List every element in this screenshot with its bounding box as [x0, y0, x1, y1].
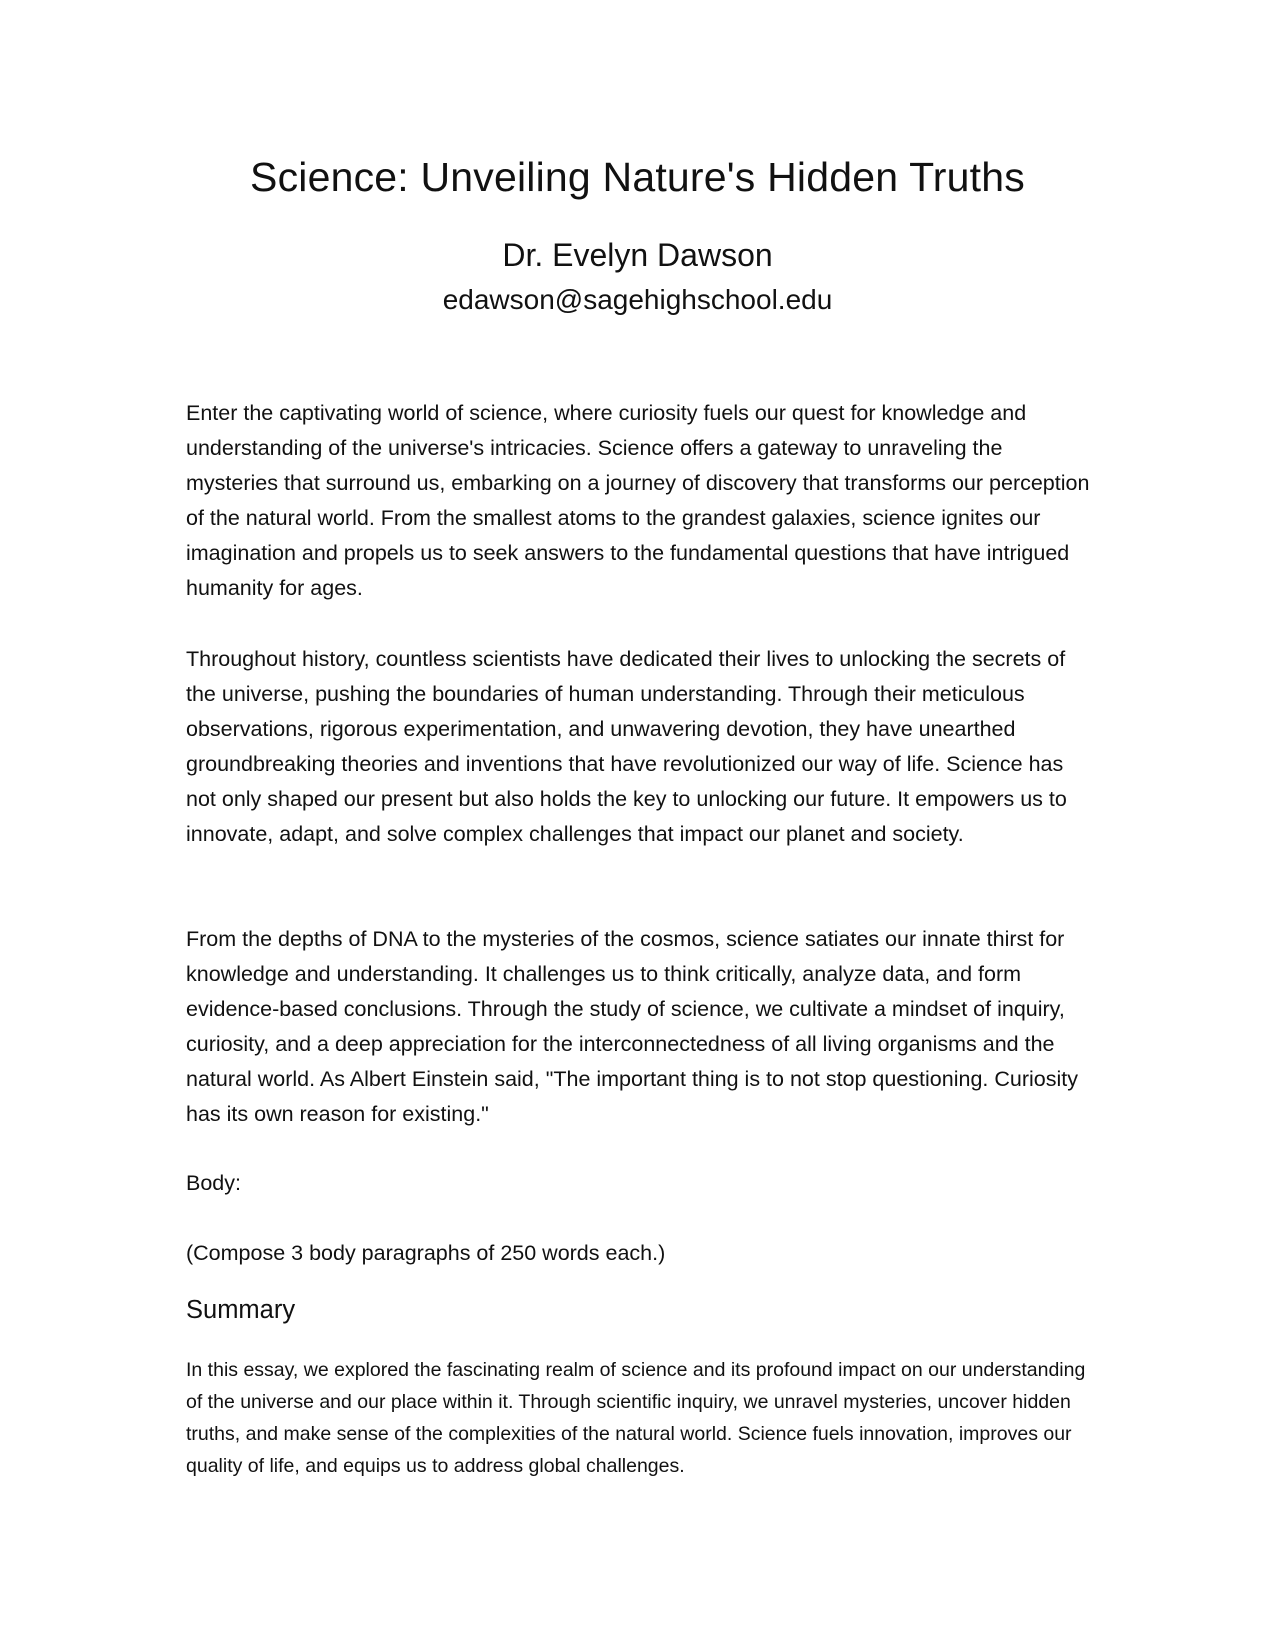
summary-paragraph: In this essay, we explored the fascinating realm of science and its profound impact on our understanding of the universe and our place within it. Through scientific inquiry, we unravel mysteries, uncover hidden truths, and make sense of the complexities of the natural world. Science fuels innovation, improves our quality of life, and equips us to address global challenges.: [186, 1359, 1086, 1477]
body-placeholder: (Compose 3 body paragraphs of 250 words each.): [186, 1241, 666, 1265]
author-name: Dr. Evelyn Dawson: [502, 237, 773, 273]
body-label: Body:: [186, 1171, 241, 1195]
intro-paragraph-1: Enter the captivating world of science, where curiosity fuels our quest for knowledge and understanding of the universe's intricacies. Science offers a gateway to unraveling the mysteries that surround us, embarking on a journey of discovery that transforms our perception of the natural world. From the smallest atoms to the grandest galaxies, science ignites our imagination and propels us to seek answers to the fundamental questions that have intrigued humanity for ages.: [186, 401, 1090, 600]
intro-paragraph-2: Throughout history, countless scientists have dedicated their lives to unlocking the secrets of the universe, pushing the boundaries of human understanding. Through their meticulous observations, rigorous experimentation, and unwavering devotion, they have unearthed groundbreaking theories and inventions that have revolutionized our way of life. Science has not only shaped our present but also holds the key to unlocking our future. It empowers us to innovate, adapt, and solve complex challenges that impact our planet and society.: [186, 647, 1067, 846]
summary-heading: Summary: [186, 1296, 296, 1324]
intro-paragraph-3: From the depths of DNA to the mysteries of the cosmos, science satiates our innate thirst for knowledge and understanding. It challenges us to think critically, analyze data, and form evidence-based conclusions. Through the study of science, we cultivate a mindset of inquiry, curiosity, and a deep appreciation for the interconnectedness of all living organisms and the natural world. As Albert Einstein said, "The important thing is to not stop questioning. Curiosity has its own reason for existing.": [186, 927, 1078, 1126]
author-email: edawson@sagehighschool.edu: [442, 284, 833, 315]
document-title: Science: Unveiling Nature's Hidden Truths: [250, 154, 1025, 200]
